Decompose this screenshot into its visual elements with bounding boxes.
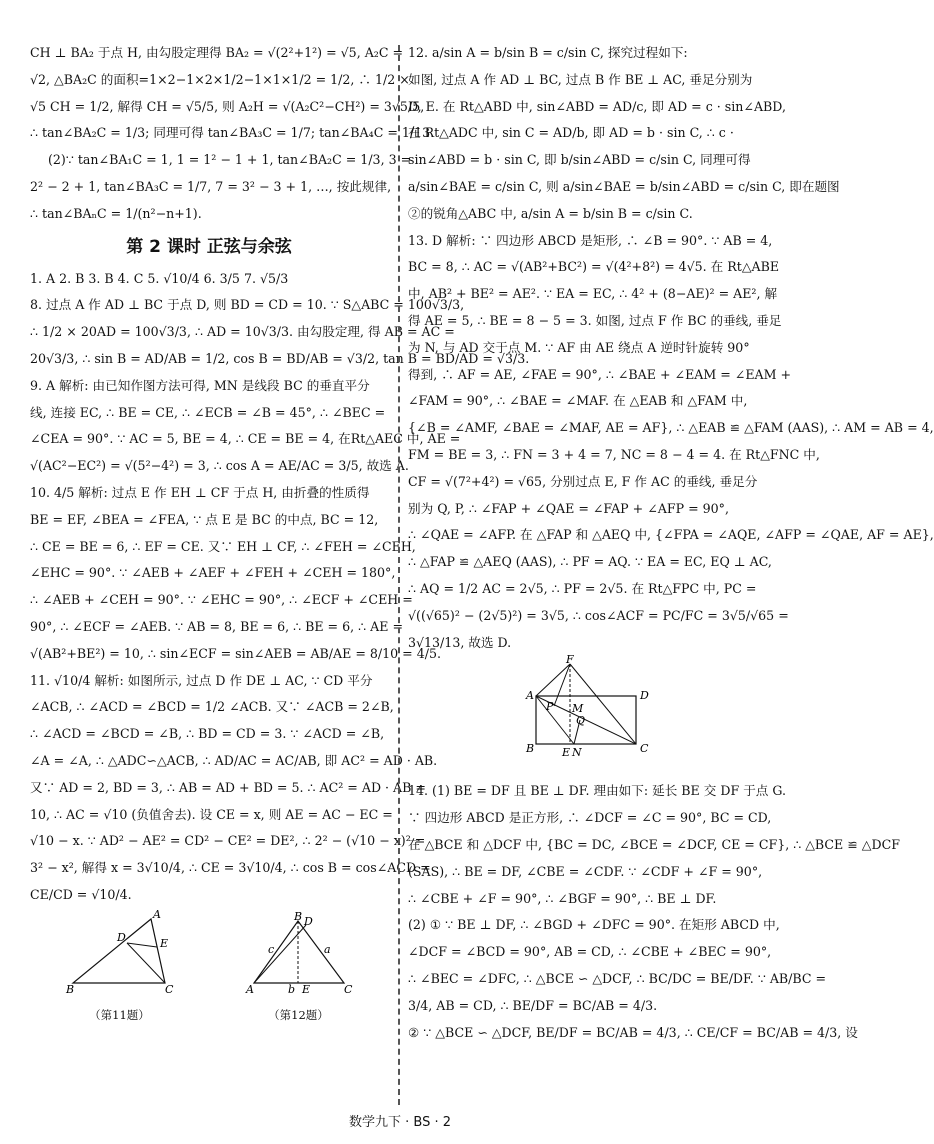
text-line: FM = BE = 3, ∴ FN = 3 + 4 = 7, NC = 8 − 4 = 4. 在 Rt△FNC 中, — [408, 446, 820, 462]
text-line: 中, AB² + BE² = AE². ∵ EA = EC, ∴ 4² + (8−AE)² = AE², 解 — [408, 286, 778, 302]
svg-text:D: D — [303, 914, 313, 928]
text-line: ∠DCF = ∠BCD = 90°, AB = CD, ∴ ∠CBE + ∠BEC = 90°, — [408, 944, 772, 960]
text-line: 11. √10/4 解析: 如图所示, 过点 D 作 DE ⊥ AC, ∵ CD 平分 — [30, 672, 373, 688]
svg-text:B: B — [526, 742, 535, 756]
text-line: √(AB²+BE²) = 10, ∴ sin∠ECF = sin∠AEB = AB/AE = 8/10 = 4/5. — [30, 645, 441, 661]
text-line: ∴ ∠CBE + ∠F = 90°, ∴ ∠BGF = 90°, ∴ BE ⊥ DF. — [408, 890, 717, 906]
text-line: 得到, ∴ AF = AE, ∠FAE = 90°, ∴ ∠BAE + ∠EAM = ∠EAM + — [408, 366, 792, 382]
text-line: ∴ ∠AEB + ∠CEH = 90°. ∵ ∠EHC = 90°, ∴ ∠ECF + ∠CEH = — [30, 592, 413, 608]
text-line: BC = 8, ∴ AC = √(AB²+BC²) = √(4²+8²) = 4√5. 在 Rt△ABE — [408, 259, 780, 275]
text-line: ∴ AQ = 1/2 AC = 2√5, ∴ PF = 2√5. 在 Rt△FPC 中, PC = — [408, 580, 757, 596]
svg-text:M: M — [572, 702, 584, 716]
text-line: ∴ ∠BEC = ∠DFC, ∴ △BCE ∽ △DCF, ∴ BC/DC = BE/DF. ∵ AB/BC = — [408, 970, 827, 986]
text-line: ∠CEA = 90°. ∵ AC = 5, BE = 4, ∴ CE = BE = 4, 在Rt△AEC 中, AE = — [30, 431, 461, 447]
text-line: ∴ CE = BE = 6, ∴ EF = CE. 又∵ EH ⊥ CF, ∴ ∠FEH = ∠CEH, — [30, 538, 416, 554]
text-line: 10. 4/5 解析: 过点 E 作 EH ⊥ CF 于点 H, 由折叠的性质得 — [30, 484, 370, 500]
column-divider — [398, 45, 400, 1105]
block-12-13 — [408, 40, 934, 656]
text-line: 9. A 解析: 由已知作图方法可得, MN 是线段 BC 的垂直平分 — [30, 377, 370, 393]
svg-text:C: C — [164, 982, 173, 996]
text-line: ∴ 1/2 × 20AD = 100√3/3, ∴ AD = 10√3/3. 由勾股定理, 得 AB = AC = — [30, 324, 455, 340]
svg-text:c: c — [267, 942, 274, 956]
text-line: ∠ACB, ∴ ∠ACD = ∠BCD = 1/2 ∠ACB. 又∵ ∠ACB = 2∠B, — [30, 699, 394, 715]
figure-11 — [65, 907, 175, 1023]
text-line: √10 − x. ∵ AD² − AE² = CD² − CE² = DE², ∴ 2² − (√10 − x)² = — [30, 833, 426, 849]
text-line: 90°, ∴ ∠ECF = ∠AEB. ∵ AB = 8, BE = 6, ∴ BE = 6, ∴ AE = — [30, 618, 403, 634]
svg-text:E: E — [301, 982, 310, 996]
figure-11-caption: （第11题） — [89, 1007, 150, 1022]
svg-text:N: N — [572, 746, 582, 760]
svg-text:D: D — [116, 930, 126, 944]
text-line: ∠FAM = 90°, ∴ ∠BAE = ∠MAF. 在 △EAB 和 △FAM 中, — [408, 393, 748, 409]
svg-text:B: B — [65, 982, 74, 996]
text-line: √(AC²−EC²) = √(5²−4²) = 3, ∴ cos A = AE/AC = 3/5, 故选 A. — [30, 458, 409, 474]
text-line: ∴ ∠ACD = ∠BCD = ∠B, ∴ BD = CD = 3. ∵ ∠ACD = ∠B, — [30, 726, 385, 742]
text-line: 20√3/3, ∴ sin B = AD/AB = 1/2, cos B = BD/AB = √3/2, tan B = BD/AD = √3/3. — [30, 350, 530, 366]
triangle-diagram-12 — [244, 909, 354, 997]
text-line: ② ∵ △BCE ∽ △DCF, BE/DF = BC/AB = 4/3, ∴ CE/CF = BC/AB = 4/3, 设 — [408, 1024, 858, 1040]
section-heading: 第 2 课时 正弦与余弦 — [126, 236, 292, 257]
text-line: 线, 连接 EC, ∴ BE = CE, ∴ ∠ECB = ∠B = 45°, ∴ ∠BEC = — [30, 404, 386, 420]
text-line: 在 △BCE 和 △DCF 中, {BC = DC, ∠BCE = ∠DCF, CE = CF}, ∴ △BCE ≌ △DCF — [408, 836, 900, 852]
text-line: 10, ∴ AC = √10 (负值舍去). 设 CE = x, 则 AE = AC − EC = — [30, 806, 393, 822]
text-line: 如图, 过点 A 作 AD ⊥ BC, 过点 B 作 BE ⊥ AC, 垂足分别为 — [408, 71, 753, 87]
text-line: √2, △BA₂C 的面积=1×2−1×2×1/2−1×1×1/2 = 1/2, ∴ 1/2 × — [30, 71, 410, 87]
text-line: √5 CH = 1/2, 解得 CH = √5/5, 则 A₂H = √(A₂C²−CH²) = 3√5/5, — [30, 98, 425, 114]
text-line: D, E. 在 Rt△ABD 中, sin∠ABD = AD/c, 即 AD = c · sin∠ABD, — [408, 98, 786, 114]
text-line: CE/CD = √10/4. — [30, 886, 132, 902]
triangle-diagram-11 — [65, 907, 175, 997]
svg-text:D: D — [640, 689, 649, 703]
text-line: 3/4, AB = CD, ∴ BE/DF = BC/AB = 4/3. — [408, 997, 658, 1013]
figure-13 — [408, 653, 768, 770]
figures-row — [30, 907, 388, 1023]
svg-text:a: a — [323, 942, 331, 956]
text-line: (2)∵ tan∠BA₁C = 1, 1 = 1² − 1 + 1, tan∠BA₂C = 1/3, 3 = — [48, 152, 412, 168]
rectangle-diagram-13 — [518, 653, 658, 770]
text-line: 在 Rt△ADC 中, sin C = AD/b, 即 AD = b · sin C, ∴ c · — [408, 125, 734, 141]
text-line: 2² − 2 + 1, tan∠BA₃C = 1/7, 7 = 3² − 3 + 1, …, 按此规律, — [30, 178, 392, 194]
text-line: sin∠ABD = b · sin C, 即 b/sin∠ABD = c/sin C, 同理可得 — [408, 152, 751, 168]
svg-text:E: E — [159, 936, 168, 950]
text-line: a/sin∠BAE = c/sin C, 则 a/sin∠BAE = b/sin∠ABD = c/sin C, 即在题图 — [408, 178, 840, 194]
svg-text:C: C — [343, 982, 352, 996]
text-line: ∴ tan∠BAₙC = 1/(n²−n+1). — [30, 205, 202, 221]
svg-text:B: B — [293, 909, 302, 923]
text-line: 14. (1) BE = DF 且 BE ⊥ DF. 理由如下: 延长 BE 交 DF 于点 G. — [408, 783, 786, 799]
text-line: ∠EHC = 90°. ∵ ∠AEB + ∠AEF + ∠FEH + ∠CEH = 180°, — [30, 565, 396, 581]
text-line: √((√65)² − (2√5)²) = 3√5, ∴ cos∠ACF = PC/FC = 3√5/√65 = — [408, 607, 789, 623]
text-line: ∠A = ∠A, ∴ △ADC∽△ACB, ∴ AD/AC = AC/AB, 即 AC² = AD · AB. — [30, 752, 438, 768]
figure-12-caption: （第12题） — [268, 1007, 329, 1022]
text-line: 又∵ AD = 2, BD = 3, ∴ AB = AD + BD = 5. ∴ AC² = AD · AB = — [30, 779, 426, 795]
svg-text:A: A — [152, 907, 161, 921]
text-line: ∵ 四边形 ABCD 是正方形, ∴ ∠DCF = ∠C = 90°, BC = CD, — [408, 810, 772, 826]
right-column — [408, 40, 934, 1046]
svg-text:E: E — [562, 746, 571, 760]
block-14 — [408, 778, 900, 1046]
page-footer: 数学九下 · BS · 2 — [348, 1115, 451, 1130]
svg-text:C: C — [640, 742, 649, 756]
text-line: 3√13/13, 故选 D. — [408, 634, 512, 650]
text-line: 为 N, 与 AD 交于点 M. ∵ AF 由 AE 绕点 A 逆时针旋转 90° — [408, 339, 750, 355]
figure-12 — [244, 909, 354, 1023]
svg-text:A: A — [526, 689, 534, 703]
text-line: CF = √(7²+4²) = √65, 分别过点 E, F 作 AC 的垂线, 垂足分 — [408, 473, 758, 489]
text-line: {∠B = ∠AMF, ∠BAE = ∠MAF, AE = AF}, ∴ △EAB ≌ △FAM (AAS), ∴ AM = AB = 4, — [408, 420, 934, 436]
text-line: (SAS), ∴ BE = DF, ∠CBE = ∠CDF. ∵ ∠CDF + ∠F = 90°, — [408, 863, 763, 879]
block-continuation — [30, 40, 435, 228]
svg-text:F: F — [566, 653, 574, 667]
text-line: 8. 过点 A 作 AD ⊥ BC 于点 D, 则 BD = CD = 10. ∵ S△ABC = 100√3/3, — [30, 297, 465, 313]
text-line: 1. A 2. B 3. B 4. C 5. √10/4 6. 3/5 7. √5/3 — [30, 270, 289, 286]
text-line: BE = EF, ∠BEA = ∠FEA, ∵ 点 E 是 BC 的中点, BC = 12, — [30, 511, 379, 527]
text-line: CH ⊥ BA₂ 于点 H, 由勾股定理得 BA₂ = √(2²+1²) = √5, A₂C = — [30, 45, 404, 60]
text-line: 3² − x², 解得 x = 3√10/4, ∴ CE = 3√10/4, ∴ cos B = cos∠ACD = — [30, 860, 431, 876]
text-line: ∴ tan∠BA₂C = 1/3; 同理可得 tan∠BA₃C = 1/7; tan∠BA₄C = 1/13. — [30, 125, 435, 141]
text-line: ②的锐角△ABC 中, a/sin A = b/sin B = c/sin C. — [408, 205, 693, 221]
svg-text:b: b — [287, 982, 295, 996]
text-line: (2) ① ∵ BE ⊥ DF, ∴ ∠BGD + ∠DFC = 90°. 在矩形 ABCD 中, — [408, 917, 780, 933]
text-line: 别为 Q, P, ∴ ∠FAP + ∠QAE = ∠FAP + ∠AFP = 90°, — [408, 500, 729, 516]
text-line: 12. a/sin A = b/sin B = c/sin C, 探究过程如下: — [408, 45, 688, 60]
svg-text:P: P — [546, 700, 554, 714]
svg-text:Q: Q — [576, 714, 586, 728]
svg-text:A: A — [245, 982, 254, 996]
text-line: 13. D 解析: ∵ 四边形 ABCD 是矩形, ∴ ∠B = 90°. ∵ AB = 4, — [408, 232, 773, 248]
text-line: ∴ △FAP ≌ △AEQ (AAS), ∴ PF = AQ. ∵ EA = EC, EQ ⊥ AC, — [408, 554, 772, 570]
text-line: 得 AE = 5, ∴ BE = 8 − 5 = 3. 如图, 过点 F 作 BC 的垂线, 垂足 — [408, 312, 782, 328]
text-line: ∴ ∠QAE = ∠AFP. 在 △FAP 和 △AEQ 中, {∠FPA = ∠AQE, ∠AFP = ∠QAE, AF = AE}, — [408, 527, 934, 543]
